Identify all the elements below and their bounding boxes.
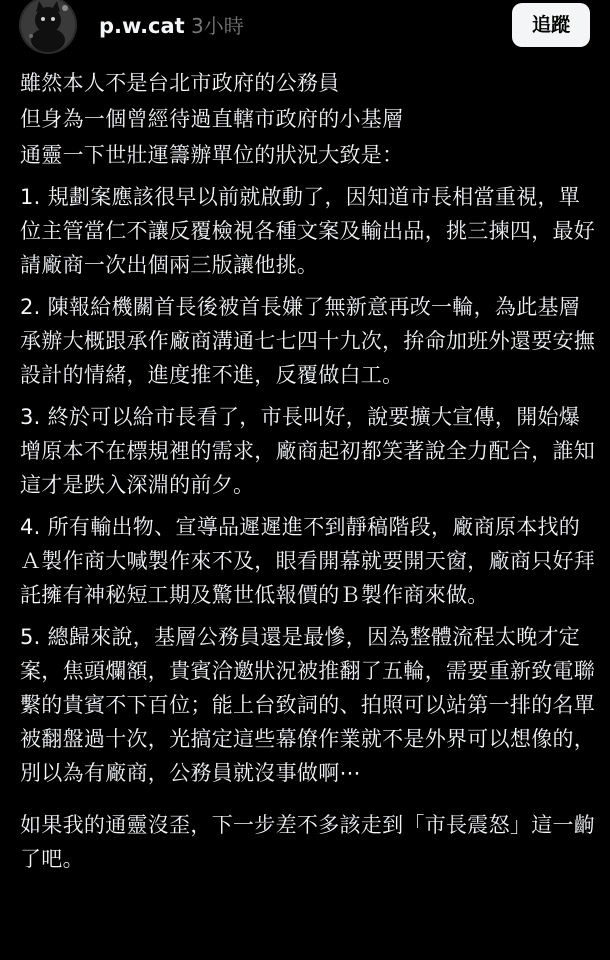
- post-timestamp: 3小時: [191, 14, 244, 38]
- intro-line-1: 雖然本人不是台北市政府的公務員: [20, 71, 340, 95]
- post-body: [20, 66, 598, 884]
- point-2: 2. 陳報給機關首長後被首長嫌了無新意再改一輪，為此基層承辦大概跟承作廠商溝通七七四十九次，拚命加班外還要安撫設計的情緒，進度推不進，反覆做白工。: [20, 295, 596, 387]
- point-5: 5. 總歸來說，基層公務員還是最慘，因為整體流程太晚才定案，焦頭爛額，貴賓洽邀狀況被推翻了五輪，需要重新致電聯繫的貴賓不下百位；能上台致詞的、拍照可以站第一排的名單被翻盤過十次，光搞定這些幕僚作業就不是外界可以想像的，別以為有廠商，公務員就沒事做啊⋯: [20, 625, 596, 785]
- intro-line-2: 但身為一個曾經待過直轄市政府的小基層: [20, 107, 404, 131]
- point-4: 4. 所有輸出物、宣導品遲遲進不到靜稿階段，廠商原本找的Ａ製作商大喊製作來不及，眼看開幕就要開天窗，廠商只好拜託擁有神秘短工期及驚世低報價的Ｂ製作商來做。: [20, 515, 596, 607]
- intro-line-3: 通靈一下世壯運籌辦單位的狀況大致是：: [20, 143, 404, 167]
- point-3: 3. 終於可以給市長看了，市長叫好，說要擴大宣傳，開始爆增原本不在標規裡的需求，廠商起初都笑著說全力配合，誰知這才是跌入深淵的前夕。: [20, 405, 596, 497]
- closing-paragraph: 如果我的通靈沒歪，下一步差不多該走到「市長震怒」這一齣了吧。: [20, 813, 596, 871]
- follow-button[interactable]: 追蹤: [512, 3, 590, 47]
- post-header: [0, 0, 610, 60]
- username[interactable]: p.w.cat: [99, 14, 185, 38]
- point-1: 1. 規劃案應該很早以前就啟動了，因知道市長相當重視，單位主管當仁不讓反覆檢視各種文案及輸出品，挑三揀四，最好請廠商一次出個兩三版讓他挑。: [20, 185, 596, 277]
- black-cat-avatar-icon: [19, 0, 77, 54]
- avatar[interactable]: [19, 0, 77, 54]
